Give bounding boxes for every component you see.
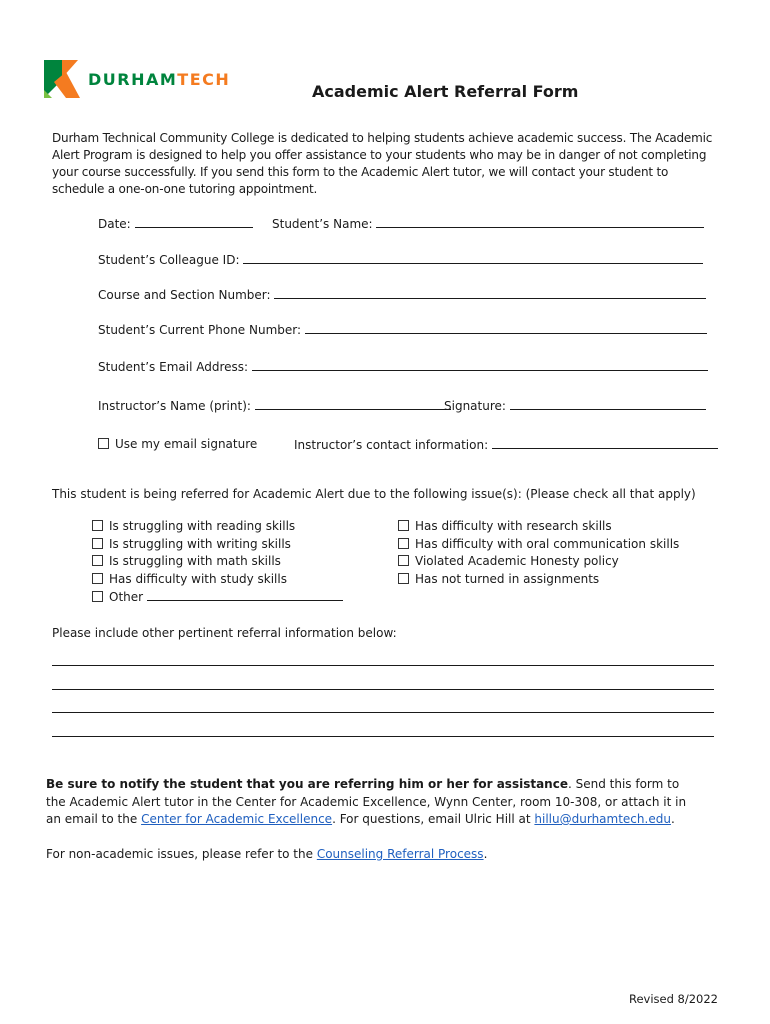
- issue-checkbox[interactable]: [92, 573, 103, 584]
- date-field[interactable]: [98, 216, 253, 231]
- instructor-name-input-line[interactable]: [255, 398, 451, 410]
- instructions-text: . For questions, email Ulric Hill at: [332, 812, 535, 826]
- issues-right-column: [398, 518, 679, 589]
- date-label: Date:: [98, 217, 131, 231]
- issue-checkbox[interactable]: [398, 520, 409, 531]
- other-input-line[interactable]: [147, 589, 343, 601]
- other-info-line-3[interactable]: [52, 712, 714, 713]
- center-academic-excellence-link[interactable]: Center for Academic Excellence: [141, 812, 333, 826]
- date-input-line[interactable]: [135, 216, 253, 228]
- issue-checkbox[interactable]: [92, 538, 103, 549]
- issue-option-other[interactable]: [92, 589, 343, 607]
- course-section-input-line[interactable]: [274, 287, 706, 299]
- issue-label: Has difficulty with study skills: [109, 572, 287, 587]
- other-info-line-2[interactable]: [52, 689, 714, 690]
- issue-option[interactable]: [92, 571, 343, 589]
- nonacademic-end: .: [483, 847, 488, 861]
- issue-checkbox[interactable]: [92, 555, 103, 566]
- nonacademic-text: For non-academic issues, please refer to the: [46, 847, 317, 861]
- issue-label: Has difficulty with oral communication skills: [415, 536, 680, 551]
- other-info-line-1[interactable]: [52, 665, 714, 666]
- issue-option[interactable]: [92, 553, 343, 571]
- issue-label: Has not turned in assignments: [415, 572, 600, 587]
- email-link[interactable]: hillu@durhamtech.edu: [534, 812, 671, 826]
- use-email-signature-checkbox[interactable]: [98, 438, 109, 449]
- instructor-contact-label: Instructor’s contact information:: [294, 438, 489, 452]
- form-title: Academic Alert Referral Form: [312, 82, 579, 101]
- email-input-line[interactable]: [252, 359, 708, 371]
- instructor-name-field[interactable]: [98, 398, 451, 413]
- instructions-bold-lead: Be sure to notify the student that you are referring him or her for assistance: [46, 777, 568, 791]
- logo-text-tech: TECH: [177, 70, 231, 89]
- issue-option[interactable]: [92, 536, 343, 554]
- nonacademic-paragraph: [46, 846, 696, 864]
- counseling-referral-link[interactable]: Counseling Referral Process: [316, 847, 484, 861]
- instructions-text: . Send this form to the Academic Alert tutor in the Center for Academic Excellence, Wynn Center, room 10-308, or attach it in an email to the: [46, 777, 687, 826]
- issue-label: Other: [109, 589, 144, 604]
- issue-label: Violated Academic Honesty policy: [415, 554, 619, 569]
- student-name-label: Student’s Name:: [272, 217, 373, 231]
- issue-label: Is struggling with writing skills: [109, 536, 291, 551]
- instructor-contact-input-line[interactable]: [492, 437, 718, 449]
- course-section-label: Course and Section Number:: [98, 288, 271, 302]
- other-info-line-4[interactable]: [52, 736, 714, 737]
- email-label: Student’s Email Address:: [98, 360, 249, 374]
- issue-checkbox[interactable]: [398, 555, 409, 566]
- colleague-id-field[interactable]: [98, 252, 703, 267]
- signature-label: Signature:: [444, 399, 506, 413]
- instructor-name-label: Instructor’s Name (print):: [98, 399, 251, 413]
- revised-date: Revised 8/2022: [628, 992, 718, 1006]
- instructions-paragraph: [46, 776, 696, 829]
- issue-label: Is struggling with math skills: [109, 554, 281, 569]
- issue-label: Has difficulty with research skills: [415, 519, 612, 533]
- issue-option[interactable]: [398, 553, 679, 571]
- phone-field[interactable]: [98, 322, 707, 337]
- issue-option[interactable]: [92, 518, 343, 536]
- other-info-prompt: Please include other pertinent referral information below:: [52, 626, 397, 640]
- signature-field[interactable]: [444, 398, 706, 413]
- colleague-id-label: Student’s Colleague ID:: [98, 253, 240, 267]
- issue-checkbox[interactable]: [398, 573, 409, 584]
- student-name-input-line[interactable]: [376, 216, 704, 228]
- logo-text-durham: DURHAM: [88, 70, 178, 89]
- use-email-signature-option[interactable]: [98, 437, 257, 451]
- course-section-field[interactable]: [98, 287, 706, 302]
- instructions-text: .: [670, 812, 675, 826]
- instructor-contact-field[interactable]: [294, 437, 718, 452]
- issue-option[interactable]: [398, 536, 679, 554]
- student-name-field[interactable]: [272, 216, 704, 231]
- use-email-signature-label: Use my email signature: [115, 437, 258, 451]
- phone-input-line[interactable]: [305, 322, 707, 334]
- email-field[interactable]: [98, 359, 708, 374]
- issue-option[interactable]: [398, 518, 679, 536]
- issue-checkbox[interactable]: [92, 520, 103, 531]
- issue-checkbox[interactable]: [398, 538, 409, 549]
- issue-option[interactable]: [398, 571, 679, 589]
- issues-left-column: [92, 518, 343, 607]
- signature-input-line[interactable]: [510, 398, 706, 410]
- phone-label: Student’s Current Phone Number:: [98, 323, 302, 337]
- issue-label: Is struggling with reading skills: [109, 519, 296, 533]
- issue-checkbox[interactable]: [92, 591, 103, 602]
- logo-mark-icon: [44, 60, 80, 98]
- colleague-id-input-line[interactable]: [243, 252, 703, 264]
- intro-paragraph: Durham Technical Community College is dedicated to helping students achieve academic success. The Academic Alert Program is designed to help you offer assistance to your students who may be in danger of not completing your course successfully. If you send this form to the Academic Alert tutor, we will contact your student to schedule a one-on-one tutoring appointment.: [52, 131, 713, 196]
- issues-prompt: This student is being referred for Academic Alert due to the following issue(s): (Please check all that apply): [52, 487, 696, 501]
